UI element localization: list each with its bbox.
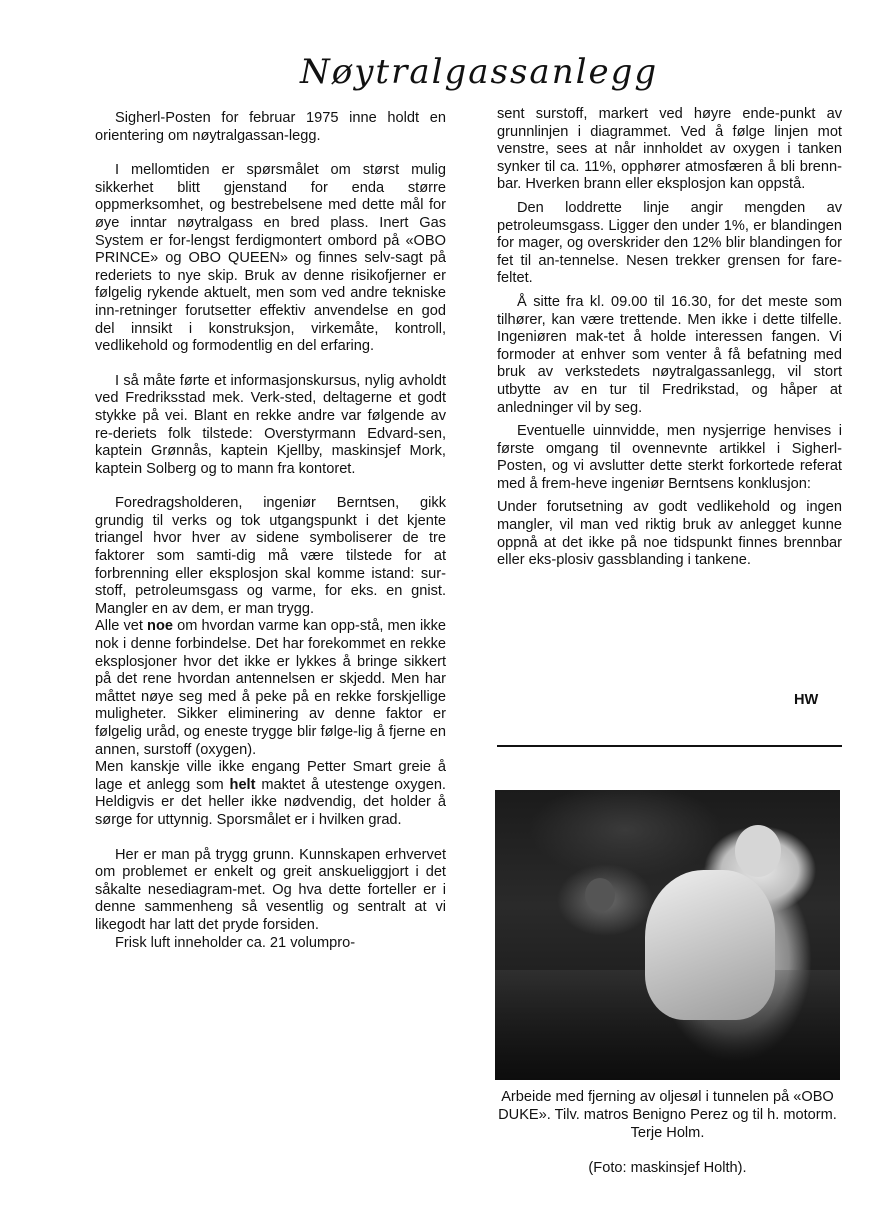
- photo-caption: Arbeide med fjerning av oljesøl i tunnelen på «OBO DUKE». Tilv. matros Benigno Perez og til h. motorm. Terje Holm.: [498, 1089, 837, 1141]
- text-run: maktet å utestenge oxygen. Heldigvis er det heller ikke nødvendig, det holder å sørge for uttynnig. Sporsmålet er i hvilken grad.: [95, 776, 446, 828]
- paragraph: Eventuelle uinnvidde, men nysjerrige henvises i første omgang til ovennevnte artikkel i Sigherl-Posten, og vi avslutter dette sterkt forkortede referat med å frem-heve ingeniør Berntsens konklusjon:: [497, 423, 842, 492]
- photo-figure-body: [645, 870, 775, 1020]
- text-run: Alle vet: [95, 618, 148, 635]
- paragraph: I mellomtiden er spørsmålet om størst mulig sikkerhet blitt gjenstand for enda større oppmerksomhet, og bestrebelsene med dette mål for øye inntar nøytralgass en bred plass. Inert Gas System er for-lengst ferdigmontert ombord på «OBO PRINCE» og OBO QUEEN» og finnes selv-sagt på rederiets to nye skip. Bruk av denne risikofjerner er følgelig rykende aktuelt, men som ved andre tekniske inn-retninger forutsetter effektiv anvendelse en god del innsikt i konstruksjon, virkemåte, kontroll, vedlikehold og formodentlig en del erfaring.: [95, 162, 446, 355]
- conclusion-paragraph: Under forutsetning av godt vedlikehold og ingen mangler, vil man ved riktig bruk av anlegget kunne oppnå at det ikke på noe tidspunkt finnes brennbar eller eks-plosiv gassblanding i tankene.: [497, 499, 842, 569]
- article-photo: [495, 790, 840, 1080]
- paragraph: Foredragsholderen, ingeniør Berntsen, gikk grundig til verks og tok utgangspunkt i det kjente triangel hvor hver av sidene symboliserer de tre faktorer som samti-dig må være tilstede for at forbrenning eller eksplosjon skal komme istand: sur-stoff, petroleumsgass og varme, for eks. en gnist. Mangler en av dem, er man trygg.: [95, 495, 446, 617]
- photo-figure-head: [735, 825, 781, 877]
- photo-credit: (Foto: maskinsjef Holth).: [588, 1160, 747, 1176]
- paragraph: I så måte førte et informasjonskursus, nylig avholdt ved Fredriksstad mek. Verk-sted, deltagerne et godt stykke på vei. Blant en rekke andre var følgende av re-deriets folk tilstede: Overstyrmann Edvard-sen, kaptein Grønnås, kaptein Kjellby, maskinsjef Mork, kaptein Solberg og to mann fra kontoret.: [95, 372, 446, 477]
- left-column: [95, 110, 446, 952]
- text-run: om hvordan varme kan opp-stå, men ikke nok i denne forbindelse. Det har forekommet en rekke eksplosjoner hvor det ikke er lykkes å bringe sikkert på det rene hvordan antennelsen er skjedd. Men har måttet nøye seg med å peke på en rekke forskjellige muligheter. Sikker eliminering av denne faktor er følgelig uråd, og eneste trygge blir følge-lig å fjerne en annen, surstoff (oxygen).: [95, 618, 446, 758]
- right-column: [497, 106, 842, 570]
- author-signature: HW: [794, 692, 819, 708]
- paragraph: [95, 759, 446, 829]
- emphasis-text: noe: [147, 618, 173, 635]
- paragraph: Sigherl-Posten for februar 1975 inne holdt en orientering om nøytralgassan-legg.: [95, 110, 446, 144]
- photo-figure-left: [585, 878, 615, 912]
- text-run: Men kanskje ville ikke engang Petter Smart greie å lage et anlegg som: [95, 759, 446, 793]
- paragraph: Den loddrette linje angir mengden av petroleumsgass. Ligger den under 1%, er blandingen for mager, og overskrider den 12% blir blandingen for fet til an-tennelse. Nesen trekker grensen for fare-feltet.: [497, 199, 842, 287]
- paragraph: sent surstoff, markert ved høyre ende-punkt av grunnlinjen i diagrammet. Ved å følge linjen mot venstre, sees at når innholdet av oxygen i tanken synker til ca. 11%, opphører atmosfæren å bli brenn-bar. Hverken brann eller eksplosjon kan oppstå.: [497, 106, 842, 193]
- paragraph: [95, 618, 446, 759]
- article-title: Nøytralgassanlegg: [300, 52, 659, 92]
- emphasis-text: helt: [229, 776, 256, 793]
- divider: [497, 745, 842, 747]
- paragraph: Her er man på trygg grunn. Kunnskapen erhvervet om problemet er enkelt og greit anskueliggjort i det såkalte nesediagram-met. Og hva dette forteller er i denne sammenheng så vesentlig og sentralt at vi likegodt har latt det pryde forsiden.: [95, 846, 446, 933]
- paragraph: Å sitte fra kl. 09.00 til 16.30, for det meste som tilhører, kan være trettende. Men ikke i dette tilfelle. Ingeniøren mak-tet å holde interessen fangen. Vi formoder at enhver som venter å få befatning med bruk av verkstedets nøytralgassanlegg, vil stort utbytte av en tur til Fredrikstad, og håper at anledninger vil by seg.: [497, 293, 842, 416]
- paragraph: Frisk luft inneholder ca. 21 volumpro-: [115, 934, 356, 951]
